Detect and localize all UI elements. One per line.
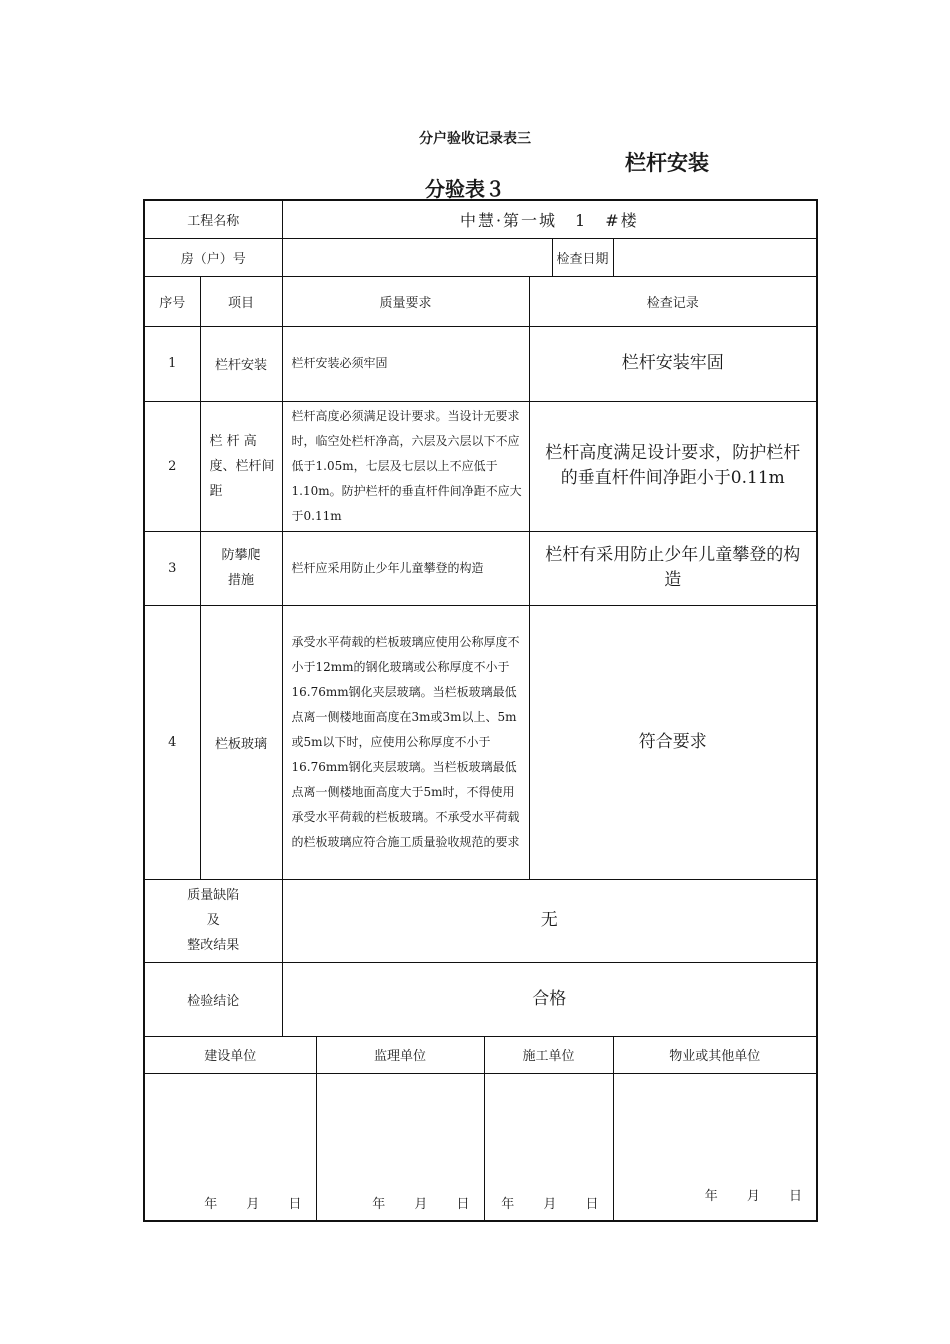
row-requirement: 承受水平荷载的栏板玻璃应使用公称厚度不小于12mm的钢化玻璃或公称厚度不小于16.76mm钢化夹层玻璃。当栏板玻璃最低点离一侧楼地面高度在3m或3m以上、5m或5m以下时，应使用公称厚度不小于16.76mm钢化夹层玻璃。当栏板玻璃最低点离一侧楼地面高度大于5m时，不得使用承受水平荷载的栏板玻璃。不承受水平荷载的栏板玻璃应符合施工质量验收规范的要求 [282,605,529,879]
document-title: 分户验收记录表三 [419,131,531,147]
table-row [144,326,817,401]
defects-label [144,879,282,962]
table-row [144,531,817,605]
conclusion-row [144,962,817,1036]
defects-label-line: 整改结果 [187,938,240,953]
signature-date: 年 月 日 [704,1189,807,1204]
project-name-row [144,200,817,238]
row-number: 1 [144,326,200,401]
unit-row [144,238,817,276]
signature-date: 年 月 日 [204,1197,306,1212]
signature-unit-contractor: 施工单位 [484,1036,613,1073]
row-record: 栏杆有采用防止少年儿童攀登的构造 [529,531,817,605]
row-requirement: 栏杆高度必须满足设计要求。当设计无要求时，临空处栏杆净高，六层及六层以下不应低于1.05m，七层及七层以上不应低于1.10m。防护栏杆的垂直杆件间净距不应大于0.11m [282,401,529,531]
row-item: 防攀爬措施 [200,531,282,605]
inspection-form-table [143,199,818,1222]
conclusion-value: 合格 [282,962,817,1036]
row-item: 栏板玻璃 [200,605,282,879]
row-item: 栏杆安装 [200,326,282,401]
row-requirement: 栏杆应采用防止少年儿童攀登的构造 [282,531,529,605]
signature-area-row [144,1073,817,1221]
signature-unit-supervision: 监理单位 [316,1036,484,1073]
defects-label-line: 质量缺陷 [187,888,240,903]
signature-unit-construction: 建设单位 [144,1036,316,1073]
inspection-date-label: 检查日期 [552,238,613,276]
row-number: 3 [144,531,200,605]
row-number: 2 [144,401,200,531]
signature-box-construction[interactable] [144,1073,316,1221]
row-record: 栏杆高度满足设计要求，防护栏杆的垂直杆件间净距小于0.11m [529,401,817,531]
section-subtitle: 栏杆安装 [625,151,709,175]
signature-box-contractor[interactable] [484,1073,613,1221]
table-row [144,401,817,531]
row-record: 栏杆安装牢固 [529,326,817,401]
column-header-item: 项目 [200,276,282,326]
column-header-requirement: 质量要求 [282,276,529,326]
defects-row [144,879,817,962]
form-number: 分验表３ [425,177,505,201]
table-row [144,605,817,879]
unit-value-field[interactable] [282,238,552,276]
inspection-date-field[interactable] [613,238,817,276]
signature-box-supervision[interactable] [316,1073,484,1221]
signature-date: 年 月 日 [501,1197,603,1212]
row-number: 4 [144,605,200,879]
defects-label-line: 及 [206,913,220,928]
signature-box-property[interactable] [613,1073,817,1221]
project-name-label: 工程名称 [144,200,282,238]
signature-unit-property: 物业或其他单位 [613,1036,817,1073]
column-header-record: 检查记录 [529,276,817,326]
project-name-value: 中慧·第一城 1 #楼 [282,200,817,238]
row-requirement: 栏杆安装必须牢固 [282,326,529,401]
signature-date: 年 月 日 [372,1197,474,1212]
row-record: 符合要求 [529,605,817,879]
column-header-row [144,276,817,326]
defects-value: 无 [282,879,817,962]
conclusion-label: 检验结论 [144,962,282,1036]
column-header-no: 序号 [144,276,200,326]
signature-header-row [144,1036,817,1073]
unit-label: 房（户）号 [144,238,282,276]
row-item: 栏 杆 高 度、栏杆间距 [200,401,282,531]
